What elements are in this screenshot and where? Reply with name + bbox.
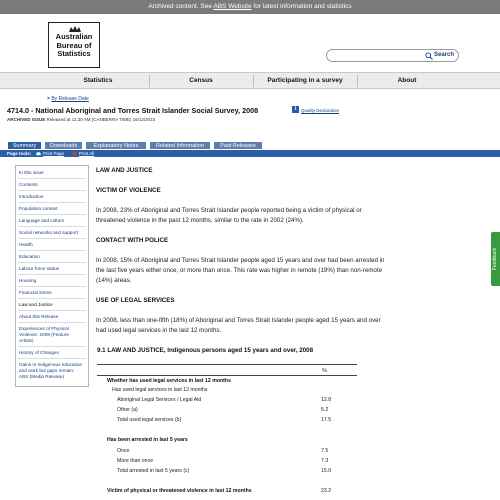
paragraph-legal-2: had used legal services in the last 12 months. bbox=[96, 327, 222, 334]
sidebar-item-health[interactable]: Health bbox=[19, 242, 33, 247]
info-icon[interactable]: i bbox=[292, 106, 299, 113]
coat-of-arms-icon bbox=[68, 25, 82, 33]
sidebar-item-media-release-3[interactable]: ABS (Media Release) bbox=[19, 374, 65, 379]
nav-item-statistics[interactable]: Statistics bbox=[83, 77, 113, 84]
sidebar-divider bbox=[18, 346, 86, 347]
sidebar-divider bbox=[18, 214, 86, 215]
paragraph-victim-1: In 2008, 23% of Aboriginal and Torres Strait Islander people reported being a victim of physical or bbox=[96, 207, 362, 214]
table-row-label: Once bbox=[117, 448, 130, 454]
abs-logo[interactable] bbox=[48, 22, 100, 68]
breadcrumb-separator: > bbox=[47, 96, 50, 102]
page-title: 4714.0 - National Aboriginal and Torres Strait Islander Social Survey, 2008 bbox=[7, 106, 259, 115]
sidebar-divider bbox=[18, 286, 86, 287]
sidebar-item-physical-violence-2[interactable]: Violence: 2008 (Feature bbox=[19, 332, 69, 337]
tab-past-releases[interactable]: Past Releases bbox=[213, 141, 263, 150]
sidebar-divider bbox=[18, 322, 86, 323]
sidebar-item-physical-violence-3[interactable]: Article) bbox=[19, 338, 34, 343]
table-row-value: 15.0 bbox=[321, 468, 332, 474]
sidebar-divider bbox=[18, 298, 86, 299]
logo-line-2: Bureau of bbox=[56, 40, 92, 50]
sidebar-item-about-release[interactable]: About this Release bbox=[19, 314, 59, 319]
archived-notice-bar bbox=[0, 0, 500, 14]
nav-item-census[interactable]: Census bbox=[189, 77, 213, 84]
sidebar-item-population-context[interactable]: Population context bbox=[19, 206, 58, 211]
archived-notice-prefix: Archived content. See bbox=[148, 3, 214, 10]
abs-website-link[interactable]: ABS Website bbox=[213, 3, 252, 10]
contents-sidebar bbox=[15, 165, 89, 387]
table-row-value: 23.2 bbox=[321, 488, 332, 494]
sidebar-divider bbox=[18, 310, 86, 311]
feedback-label: Feedback bbox=[492, 248, 498, 270]
table-row-label: Victim of physical or threatened violence in last 12 months bbox=[107, 488, 252, 494]
section-heading-law-justice: LAW AND JUSTICE bbox=[96, 167, 153, 174]
sidebar-item-media-release-2[interactable]: and work but gaps remain: bbox=[19, 368, 75, 373]
table-row-label: Aboriginal Legal Services / Legal Aid bbox=[117, 397, 202, 403]
sidebar-item-education[interactable]: Education bbox=[19, 254, 40, 259]
paragraph-police-2: the last five years either once, or more than once. This rate was higher in remote (19%) than non-remote bbox=[96, 267, 383, 274]
paragraph-police-3: (14%) areas. bbox=[96, 277, 132, 284]
quality-declaration-link[interactable]: Quality Declaration bbox=[301, 108, 340, 113]
archived-issue-line bbox=[7, 117, 155, 122]
table-rule-top bbox=[97, 364, 357, 365]
sidebar-divider bbox=[18, 190, 86, 191]
search-icon[interactable] bbox=[425, 52, 433, 60]
sidebar-divider bbox=[18, 226, 86, 227]
sidebar-item-housing[interactable]: Housing bbox=[19, 278, 37, 283]
breadcrumb bbox=[47, 96, 89, 102]
main-nav bbox=[0, 72, 500, 89]
print-page-button[interactable] bbox=[36, 150, 64, 157]
section-heading-victim-violence: VICTIM OF VIOLENCE bbox=[96, 187, 161, 194]
archived-notice-suffix: for latest information and statistics bbox=[251, 3, 352, 10]
nav-item-about[interactable]: About bbox=[397, 77, 417, 84]
tab-summary[interactable]: Summary bbox=[7, 141, 42, 150]
logo-line-3: Statistics bbox=[57, 49, 91, 58]
logo-line-1: Australian bbox=[55, 32, 93, 41]
sidebar-item-history-of-changes[interactable]: History of Changes bbox=[19, 350, 59, 355]
table-row-value: 5.2 bbox=[321, 407, 329, 413]
breadcrumb-link[interactable]: By Release Date bbox=[51, 96, 89, 102]
sidebar-item-social-networks[interactable]: Social networks and support bbox=[19, 230, 78, 235]
sidebar-divider bbox=[18, 202, 86, 203]
print-all-label: Print All bbox=[79, 151, 95, 156]
table-row-label: Has been arrested in last 5 years bbox=[107, 437, 188, 443]
table-row-label: Total used legal services (b) bbox=[117, 417, 182, 423]
tab-downloads[interactable]: Downloads bbox=[44, 141, 83, 150]
table-row-label: More than once bbox=[117, 458, 154, 464]
section-heading-contact-police: CONTACT WITH POLICE bbox=[96, 237, 169, 244]
sidebar-divider bbox=[18, 250, 86, 251]
page-tools-bar bbox=[0, 150, 500, 157]
print-page-label: Print Page bbox=[43, 151, 65, 156]
table-row-value: 7.5 bbox=[321, 448, 329, 454]
sidebar-item-in-this-issue[interactable]: In this issue bbox=[19, 170, 44, 175]
sidebar-divider bbox=[18, 274, 86, 275]
page-tools-label: Page tools: bbox=[7, 151, 32, 156]
table-row-value: 17.5 bbox=[321, 417, 332, 423]
sidebar-divider bbox=[18, 358, 86, 359]
print-all-button[interactable] bbox=[72, 150, 94, 157]
search-input[interactable] bbox=[326, 49, 459, 62]
nav-item-participating[interactable]: Participating in a survey bbox=[267, 77, 343, 84]
feedback-tab[interactable] bbox=[491, 232, 500, 286]
sidebar-divider bbox=[18, 238, 86, 239]
sidebar-item-introduction[interactable]: Introduction bbox=[19, 194, 44, 199]
sidebar-item-law-justice[interactable]: Law and Justice bbox=[19, 302, 53, 307]
printer-icon bbox=[36, 152, 41, 156]
section-heading-legal-services: USE OF LEGAL SERVICES bbox=[96, 297, 175, 304]
release-time: Released at 11:30 AM (CANBERRA TIME) 16/12/2010 bbox=[45, 117, 156, 122]
table-row-label: Whether has used legal services in last 12 months bbox=[107, 378, 231, 384]
paragraph-victim-2: threatened violence in the past 12 months, similar to the rate in 2002 (24%). bbox=[96, 217, 304, 224]
site-header bbox=[0, 14, 500, 72]
table-row-value: 7.3 bbox=[321, 458, 329, 464]
sidebar-item-physical-violence-1[interactable]: Experiences of Physical bbox=[19, 326, 69, 331]
table-row-label: Other (a) bbox=[117, 407, 138, 413]
sidebar-item-financial-stress[interactable]: Financial stress bbox=[19, 290, 52, 295]
table-unit-header: % bbox=[322, 368, 327, 374]
sidebar-item-labour-force[interactable]: Labour force status bbox=[19, 266, 60, 271]
search-button[interactable]: Search bbox=[434, 52, 455, 58]
paragraph-police-1: In 2008, 15% of Aboriginal and Torres Strait Islander people aged 15 years and over had been arrested in bbox=[96, 257, 385, 264]
sidebar-item-contents[interactable]: Contents bbox=[19, 182, 38, 187]
table-row-label: Total arrested in last 5 years (c) bbox=[117, 468, 190, 474]
paragraph-legal-1: In 2008, less than one-fifth (18%) of Aboriginal and Torres Strait Islander people aged 15 years and over bbox=[96, 317, 381, 324]
table-row-label: Has used legal services in last 12 months bbox=[112, 387, 208, 393]
sidebar-divider bbox=[18, 178, 86, 179]
sidebar-divider bbox=[18, 262, 86, 263]
pdf-icon bbox=[72, 152, 77, 156]
archived-issue-label: ARCHIVED ISSUE bbox=[7, 117, 46, 122]
tab-related-information[interactable]: Related Information bbox=[149, 141, 211, 150]
table-row-value: 12.8 bbox=[321, 397, 332, 403]
table-rule-header bbox=[97, 375, 357, 376]
table-title: 9.1 LAW AND JUSTICE, Indigenous persons aged 15 years and over, 2008 bbox=[97, 347, 314, 354]
sidebar-item-language-culture[interactable]: Language and culture bbox=[19, 218, 65, 223]
sidebar-item-media-release-1[interactable]: Gains in Indigenous education bbox=[19, 362, 83, 367]
tab-explanatory-notes[interactable]: Explanatory Notes bbox=[85, 141, 147, 150]
